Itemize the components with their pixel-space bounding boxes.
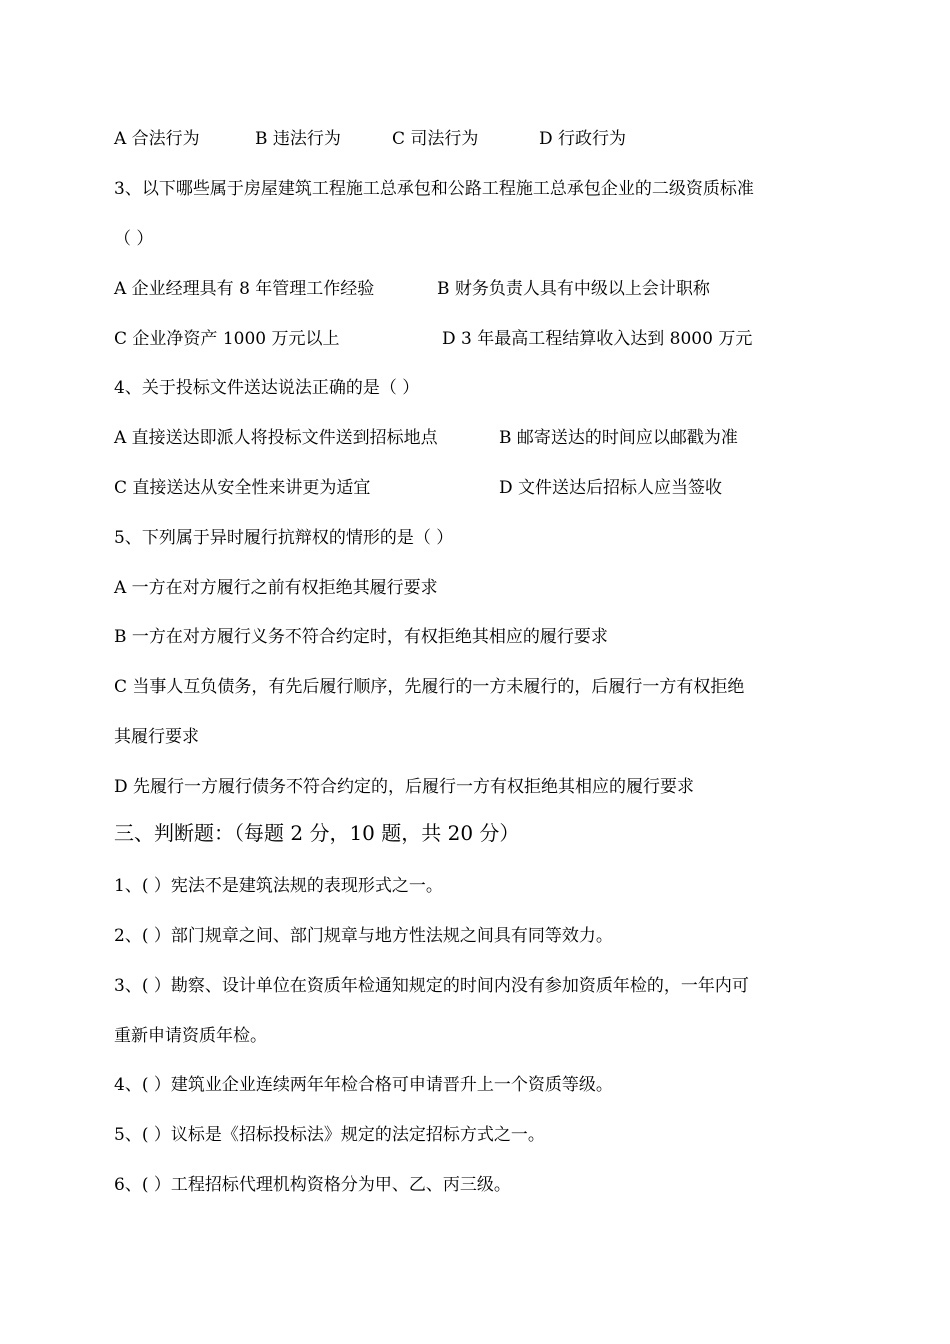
q3-stem: 3、以下哪些属于房屋建筑工程施工总承包和公路工程施工总承包企业的二级资质标准 xyxy=(114,179,754,199)
q4-option-c: C 直接送达从安全性来讲更为适宜 xyxy=(114,478,371,498)
q2-option-c: C 司法行为 xyxy=(392,129,479,149)
judgment-item-6: 6、( ）工程招标代理机构资格分为甲、乙、丙三级。 xyxy=(114,1175,511,1195)
judgment-item-5: 5、( ）议标是《招标投标法》规定的法定招标方式之一。 xyxy=(114,1125,545,1145)
section-title: 三、判断题：（每题 2 分，10 题，共 20 分） xyxy=(114,821,520,845)
judgment-item-2: 2、( ）部门规章之间、部门规章与地方性法规之间具有同等效力。 xyxy=(114,926,613,946)
q5-option-c: C 当事人互负债务，有先后履行顺序，先履行的一方未履行的，后履行一方有权拒绝 xyxy=(114,677,745,697)
q3-option-a: A 企业经理具有 8 年管理工作经验 xyxy=(114,279,375,299)
judgment-item-3-continued: 重新申请资质年检。 xyxy=(114,1026,267,1046)
q4-option-b: B 邮寄送达的时间应以邮戳为准 xyxy=(499,428,738,448)
q5-option-b: B 一方在对方履行义务不符合约定时，有权拒绝其相应的履行要求 xyxy=(114,627,608,647)
q3-answer-blank: （ ） xyxy=(114,229,154,249)
q2-option-a: A 合法行为 xyxy=(114,129,200,149)
judgment-item-4: 4、( ）建筑业企业连续两年年检合格可申请晋升上一个资质等级。 xyxy=(114,1075,613,1095)
q3-option-d: D 3 年最高工程结算收入达到 8000 万元 xyxy=(442,329,753,349)
q5-stem: 5、下列属于异时履行抗辩权的情形的是（ ） xyxy=(114,528,454,548)
judgment-item-1: 1、( ）宪法不是建筑法规的表现形式之一。 xyxy=(114,876,443,896)
q4-option-a: A 直接送达即派人将投标文件送到招标地点 xyxy=(114,428,438,448)
q2-option-d: D 行政行为 xyxy=(539,129,627,149)
q5-option-d: D 先履行一方履行债务不符合约定的，后履行一方有权拒绝其相应的履行要求 xyxy=(114,777,695,797)
q3-option-b: B 财务负责人具有中级以上会计职称 xyxy=(437,279,710,299)
q5-option-c-continued: 其履行要求 xyxy=(114,727,199,747)
q5-option-a: A 一方在对方履行之前有权拒绝其履行要求 xyxy=(114,578,438,598)
q4-option-d: D 文件送达后招标人应当签收 xyxy=(499,478,723,498)
q3-option-c: C 企业净资产 1000 万元以上 xyxy=(114,329,340,349)
judgment-item-3: 3、( ）勘察、设计单位在资质年检通知规定的时间内没有参加资质年检的，一年内可 xyxy=(114,976,749,996)
q2-option-b: B 违法行为 xyxy=(255,129,341,149)
q4-stem: 4、关于投标文件送达说法正确的是（ ） xyxy=(114,378,420,398)
